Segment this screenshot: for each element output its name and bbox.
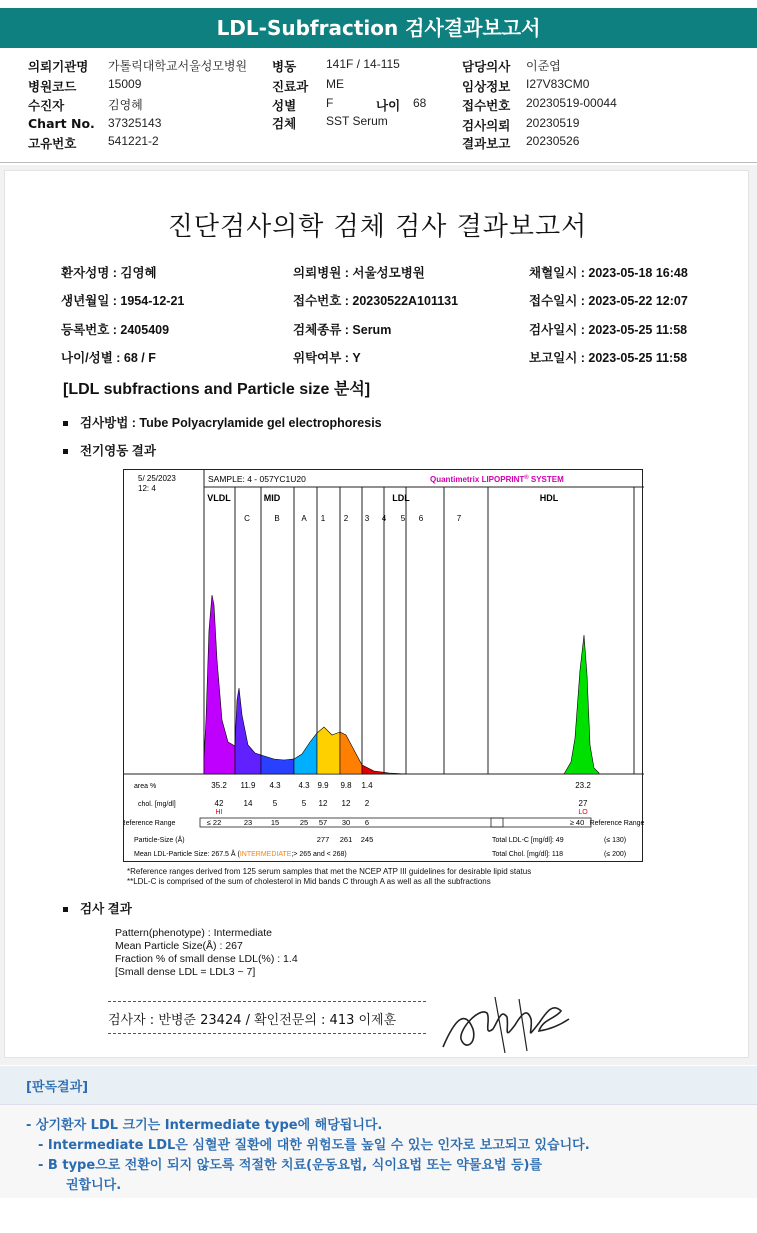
field-label: 나이 [376, 98, 401, 113]
chol-value: 5 [272, 799, 278, 808]
field-value: SST Serum [326, 114, 388, 128]
size-value: 261 [339, 835, 353, 844]
area-value: 4.3 [269, 781, 281, 790]
divider-dashed [108, 1033, 426, 1034]
region-label: LDL [392, 493, 410, 503]
mid-band-label: C [244, 514, 250, 523]
ref-value: 30 [341, 818, 351, 827]
chart-time: 12: 4 [138, 484, 156, 493]
total-chol: Total Chol. [mg/dl]: 118 [492, 851, 564, 858]
info-specimen: 검체종류 : Serum [293, 323, 392, 337]
total-chol-ref: (≤ 200) [604, 851, 627, 858]
field-value: 이준엽 [526, 59, 561, 73]
row-label-ref-right: Reference Range [589, 820, 644, 827]
field-value: 141F / 14-115 [326, 57, 400, 71]
field-value: ME [326, 77, 344, 91]
chart-brand-name: Quantimetrix LIPOPRINT [430, 475, 525, 484]
chol-value: 12 [318, 799, 328, 808]
chart-svg [124, 470, 644, 863]
ldl-band-label: 1 [320, 514, 326, 523]
result-line: [Small dense LDL = LDL3 ~ 7] [115, 966, 256, 978]
mean-ldl-size-range: ;> 265 and < 268) [291, 851, 347, 858]
header-divider [0, 162, 757, 163]
chart-brand [430, 474, 564, 484]
ldl-band-label: 4 [381, 514, 387, 523]
band-area [294, 733, 317, 774]
region-labels [207, 493, 558, 523]
chol-value: 27 [578, 799, 588, 808]
info-receipt-time: 접수일시 : 2023-05-22 12:07 [529, 294, 688, 308]
info-consign: 위탁여부 : Y [293, 351, 361, 365]
finding-line: - Intermediate LDL은 심혈관 질환에 대한 위험도를 높일 수 있는 인자로 보고되고 있습니다. [38, 1138, 590, 1153]
ref-value: 57 [318, 818, 328, 827]
flag-lo: LO [578, 809, 588, 816]
footnote-1: *Reference ranges derived from 125 serum samples that met the NCEP ATP III guidelines for desirable lipid status [127, 867, 532, 876]
area-value: 9.9 [317, 781, 329, 790]
info-patient-name: 환자성명 : 김영혜 [61, 266, 157, 280]
info-register-no: 등록번호 : 2405409 [61, 323, 170, 337]
ldl-band-label: 5 [400, 514, 406, 523]
mid-band-label: A [301, 514, 307, 523]
report-page [4, 170, 749, 1058]
field-label: 결과보고 [462, 136, 511, 151]
result-lines [115, 927, 298, 979]
field-value: 김영혜 [108, 98, 143, 112]
field-value: 541221-2 [108, 134, 159, 148]
field-value: 가톨릭대학교서울성모병원 [108, 59, 248, 73]
divider-dashed [108, 1001, 426, 1002]
field-value: 20230519 [526, 116, 580, 130]
findings-header [0, 1066, 757, 1104]
info-test-time: 검사일시 : 2023-05-25 11:58 [529, 323, 688, 337]
results-label: 검사 결과 [80, 902, 132, 916]
chol-value: 42 [214, 799, 224, 808]
report-title-bar: LDL-Subfraction 검사결과보고서 [0, 8, 757, 48]
chart-footnotes [127, 867, 531, 887]
ref-value: 6 [364, 818, 370, 827]
row-label-chol: chol. [mg/dl] [138, 801, 176, 808]
field-label: 진료과 [272, 79, 309, 94]
size-value: 245 [360, 835, 374, 844]
field-value: 15009 [108, 77, 142, 91]
report-title: 진단검사의학 검체 검사 결과보고서 [167, 212, 588, 242]
mean-ldl-size-pattern: INTERMEDIATE [239, 851, 292, 858]
ref-value: 23 [243, 818, 253, 827]
region-label: HDL [539, 493, 559, 503]
chart-sample: SAMPLE: 4 - 057YC1U20 [208, 474, 306, 484]
header-info [0, 50, 757, 160]
chart-date: 5/ 25/2023 [138, 474, 176, 483]
signature-image [435, 989, 575, 1059]
row-label-ref: Reference Range [124, 820, 176, 827]
region-label: MID [263, 493, 281, 503]
result-line: Fraction % of small dense LDL(%) : 1.4 [115, 953, 298, 965]
chart-brand-mark: ® [524, 475, 529, 481]
band-area [564, 635, 599, 774]
bullet-icon [63, 421, 68, 426]
ldl-band-label: 3 [364, 514, 370, 523]
electro-bullet [63, 441, 156, 459]
chol-value: 2 [364, 799, 370, 808]
field-label: 병원코드 [28, 79, 77, 94]
ldl-band-label: 2 [343, 514, 349, 523]
field-label: 검사의뢰 [462, 118, 511, 133]
info-receipt-no: 접수번호 : 20230522A101131 [293, 294, 459, 308]
footnote-2: **LDL-C is comprised of the sum of cholesterol in Mid bands C through A as well as all the subfractions [127, 877, 491, 886]
area-value: 9.8 [340, 781, 352, 790]
field-value: I27V83CM0 [526, 77, 590, 91]
band-area [261, 755, 294, 774]
band-area [317, 727, 340, 774]
field-value: 20230519-00044 [526, 96, 617, 110]
area-value: 1.4 [361, 781, 373, 790]
findings-title: [판독결과] [26, 1080, 89, 1095]
field-label: 수진자 [28, 98, 65, 113]
field-label: 접수번호 [462, 98, 511, 113]
finding-line: - B type으로 전환이 되지 않도록 적절한 치료(운동요법, 식이요법 또는 약물요법 등)를 [38, 1158, 543, 1173]
method-bullet [63, 413, 382, 431]
chol-value: 14 [243, 799, 253, 808]
bullet-icon [63, 907, 68, 912]
field-value: 20230526 [526, 134, 580, 148]
area-value: 35.2 [211, 781, 227, 790]
row-label-size: Particle-Size (Å) [134, 837, 185, 844]
mean-ldl-size-main: Mean LDL-Particle Size: 267.5 Å ( [134, 851, 240, 858]
band-area [340, 732, 362, 774]
ref-value: 15 [270, 818, 280, 827]
info-report-time: 보고일시 : 2023-05-25 11:58 [529, 351, 688, 365]
band-area [235, 688, 261, 774]
field-label: 병동 [272, 59, 297, 74]
tester-line: 검사자 : 반병준 23424 / 확인전문의 : 413 이제훈 [108, 1013, 397, 1028]
result-line: Pattern(phenotype) : Intermediate [115, 927, 273, 939]
info-hospital: 의뢰병원 : 서울성모병원 [293, 266, 425, 280]
results-bullet [63, 899, 132, 917]
table-layer [124, 781, 644, 858]
flag-hi: HI [215, 809, 223, 816]
info-collect-time: 채혈일시 : 2023-05-18 16:48 [529, 266, 688, 280]
field-label: 임상정보 [462, 79, 511, 94]
field-label: 성별 [272, 98, 297, 113]
total-ldl: Total LDL-C [mg/dl]: 49 [492, 837, 564, 844]
region-label: VLDL [207, 493, 231, 503]
field-label: 담당의사 [462, 59, 511, 74]
bullet-icon [63, 449, 68, 454]
field-value: 68 [413, 96, 427, 110]
field-label: 검체 [272, 116, 297, 131]
size-value: 277 [316, 835, 330, 844]
field-label: Chart No. [28, 116, 95, 131]
info-birthdate: 생년월일 : 1954-12-21 [61, 294, 185, 308]
total-ldl-ref: (≤ 130) [604, 837, 627, 844]
chart-brand-suffix: SYSTEM [528, 475, 564, 484]
field-label: 의뢰기관명 [28, 59, 89, 74]
ldl-band-label: 6 [418, 514, 424, 523]
finding-line: 권합니다. [66, 1178, 122, 1193]
ldl-band-label: 7 [456, 514, 462, 523]
electro-label: 전기영동 결과 [80, 444, 156, 458]
field-label: 고유번호 [28, 136, 77, 151]
mid-band-label: B [274, 514, 280, 523]
area-value: 4.3 [298, 781, 310, 790]
field-value: F [326, 96, 334, 110]
curve-layer [204, 595, 599, 774]
ref-value: ≤ 22 [206, 818, 222, 827]
band-lines [235, 487, 634, 774]
finding-line: - 상기환자 LDL 크기는 Intermediate type에 해당됩니다. [26, 1118, 383, 1133]
electrophoresis-chart [123, 469, 643, 862]
section-title: [LDL subfractions and Particle size 분석] [63, 381, 371, 398]
row-label-area: area % [134, 783, 157, 790]
field-value: 37325143 [108, 116, 162, 130]
info-age-sex: 나이/성별 : 68 / F [61, 351, 156, 365]
ref-value: ≥ 40 [569, 818, 585, 827]
method-label: 검사방법 : Tube Polyacrylamide gel electrophoresis [80, 416, 382, 430]
band-area [204, 595, 235, 774]
area-value: 11.9 [240, 781, 256, 790]
mean-ldl-size [134, 849, 347, 858]
ref-value: 25 [299, 818, 309, 827]
chol-value: 12 [341, 799, 351, 808]
result-line: Mean Particle Size(Å) : 267 [115, 940, 243, 952]
area-value: 23.2 [575, 781, 591, 790]
chol-value: 5 [301, 799, 307, 808]
